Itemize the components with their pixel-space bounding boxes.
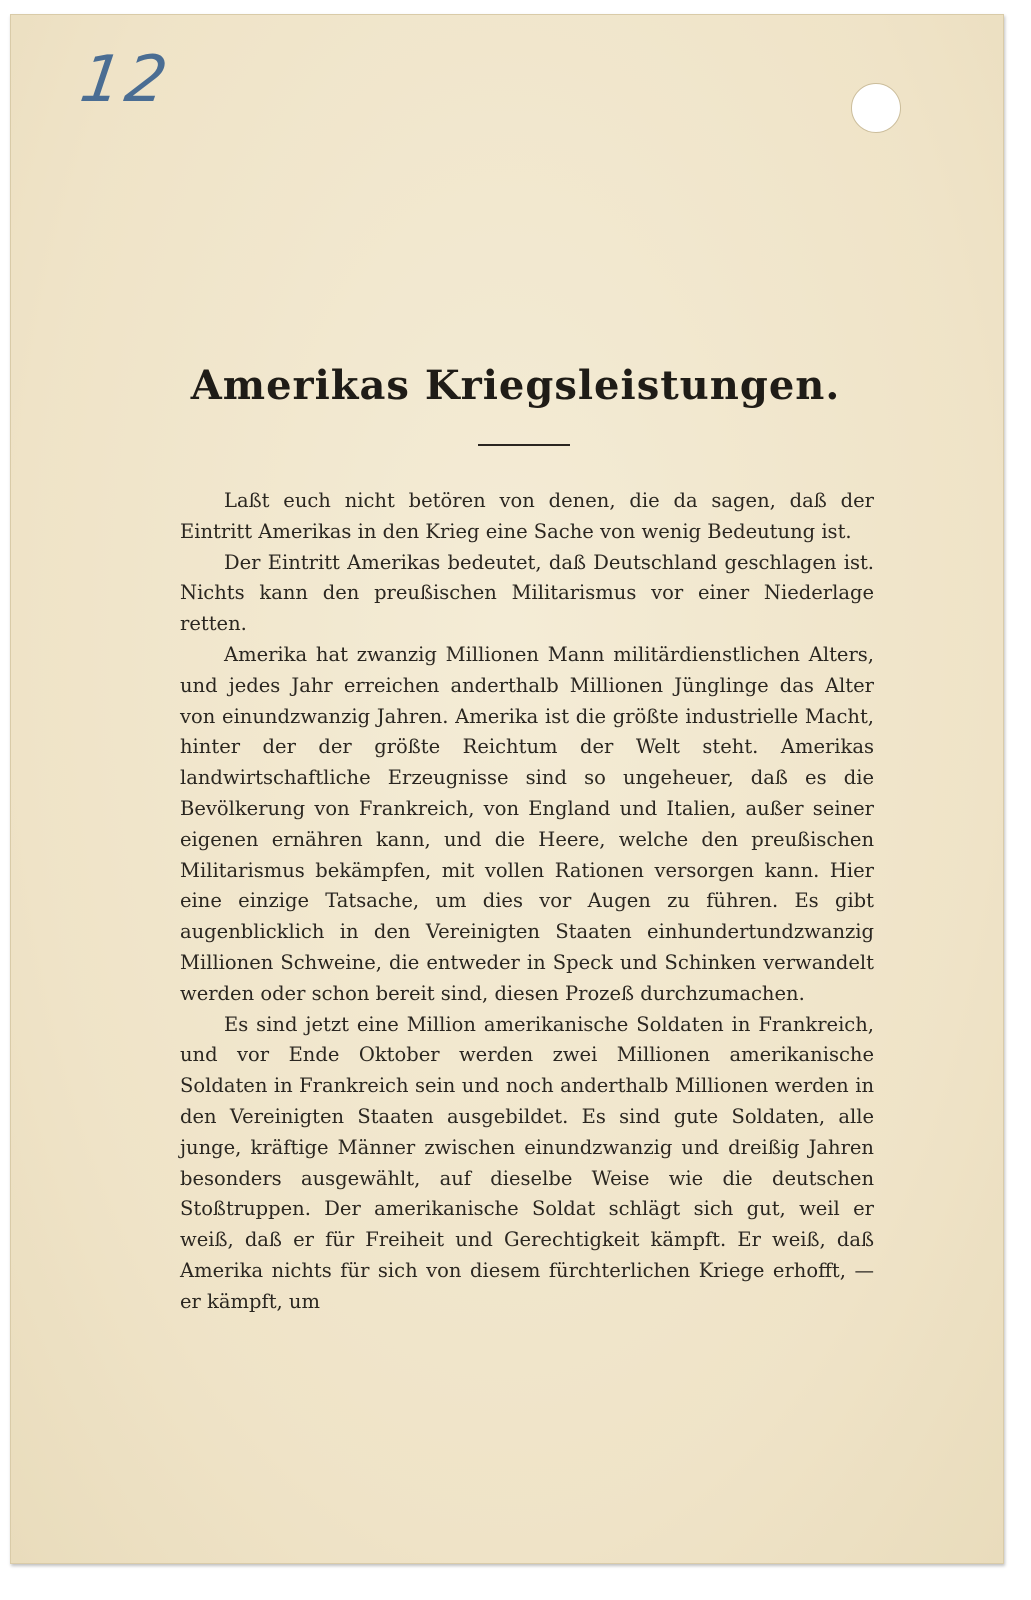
paragraph: Amerika hat zwanzig Millionen Mann militärdienstlichen Alters, und jedes Jahr erreichen anderthalb Millionen Jünglinge das Alter von einundzwanzig Jahren. Amerika ist die größte industrielle Macht, hinter der der größte Reichtum der Welt steht. Amerikas landwirtschaftliche Erzeugnisse sind so ungeheuer, daß es die Bevölkerung von Frankreich, von England und Italien, außer seiner eigenen ernähren kann, und die Heere, welche den preußischen Militarismus bekämpfen, mit vollen Rationen versorgen kann. Hier eine einzige Tatsache, um dies vor Augen zu führen. Es gibt augenblicklich in den Vereinigten Staaten einhundertundzwanzig Millionen Schweine, die entweder in Speck und Schinken verwandelt werden oder schon bereit sind, diesen Prozeß durchzumachen. [180, 642, 874, 1005]
body-text [180, 486, 874, 1318]
title-divider [478, 444, 570, 446]
paragraph: Es sind jetzt eine Million amerikanische Soldaten in Frankreich, und vor Ende Oktober werden zwei Millionen amerikanische Soldaten in Frankreich sein und noch anderthalb Millionen werden in den Vereinigten Staaten ausgebildet. Es sind gute Soldaten, alle junge, kräftige Männer zwischen einundzwanzig und dreißig Jahren besonders ausgewählt, auf dieselbe Weise wie die deutschen Stoßtruppen. Der amerikanische Soldat schlägt sich gut, weil er weiß, daß er für Freiheit und Gerechtigkeit kämpft. Er weiß, daß Amerika nichts für sich von diesem fürchterlichen Kriege erhofft, — er kämpft, um [180, 1012, 874, 1313]
page-title: Amerikas Kriegsleistungen. [190, 362, 841, 409]
paragraph: Laßt euch nicht betören von denen, die da sagen, daß der Eintritt Amerikas in den Krieg eine Sache von wenig Bedeutung ist. [180, 489, 874, 543]
handwritten-page-number: 12 [75, 43, 176, 117]
punch-hole [851, 83, 901, 133]
paragraph: Der Eintritt Amerikas bedeutet, daß Deutschland geschlagen ist. Nichts kann den preußischen Militarismus vor einer Niederlage retten. [180, 550, 874, 636]
